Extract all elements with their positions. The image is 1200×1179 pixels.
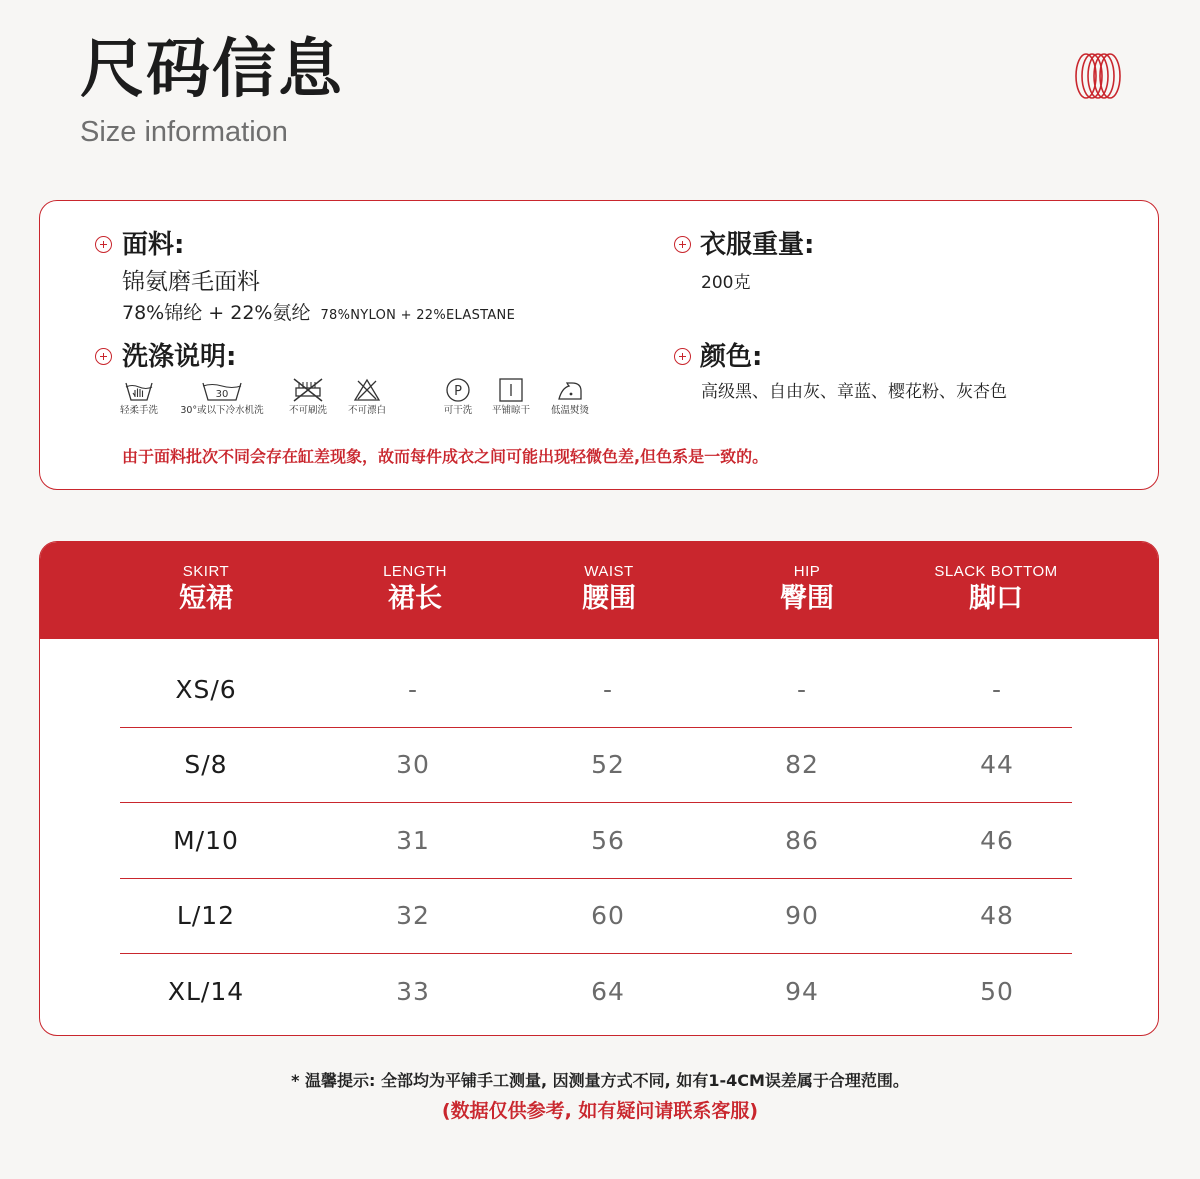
slack-bottom-cell: 48 xyxy=(980,901,1014,930)
brand-rings-icon xyxy=(1072,50,1124,102)
care-item-hand-wash xyxy=(112,377,166,416)
column-header-waist xyxy=(509,542,709,612)
size-cell: XL/14 xyxy=(167,977,245,1006)
column-header-en: HIP xyxy=(793,563,821,580)
machine-wash-30-icon xyxy=(201,377,243,403)
column-header-skirt xyxy=(106,542,306,612)
length-cell: 32 xyxy=(396,901,430,930)
hip-cell: 82 xyxy=(785,750,819,779)
hip-cell: 90 xyxy=(785,901,819,930)
low-iron-icon xyxy=(555,377,585,403)
product-info-card xyxy=(39,200,1159,490)
length-cell: 33 xyxy=(396,977,430,1006)
color-heading: 颜色: xyxy=(700,342,763,372)
table-header xyxy=(40,542,1158,639)
care-item-no-bleach xyxy=(340,377,394,416)
measurement-tip: * 温馨提示: 全部均为平铺手工测量, 因测量方式不同, 如有1-4CM误差属于合理范围。 xyxy=(291,1071,909,1090)
waist-cell: 52 xyxy=(591,750,625,779)
waist-cell: 56 xyxy=(591,826,625,855)
column-header-en: SKIRT xyxy=(182,563,230,580)
hip-cell: - xyxy=(796,675,808,704)
care-label: 轻柔手洗 xyxy=(119,405,158,416)
care-label: 不可漂白 xyxy=(347,405,386,416)
dry-clean-letter: P xyxy=(454,384,462,399)
column-header-cn: 裙长 xyxy=(388,583,442,614)
table-row xyxy=(120,652,1072,728)
table-row xyxy=(120,878,1072,954)
no-bleach-icon xyxy=(352,377,382,403)
plus-circle-icon xyxy=(95,348,112,365)
size-cell: M/10 xyxy=(173,826,239,855)
waist-cell: 60 xyxy=(591,901,625,930)
table-row xyxy=(120,727,1072,803)
column-header-en: WAIST xyxy=(584,563,634,580)
slack-bottom-cell: 46 xyxy=(980,826,1014,855)
column-header-hip xyxy=(707,542,907,612)
care-item-machine-wash xyxy=(172,377,272,416)
dry-clean-p-icon xyxy=(443,377,473,403)
plus-circle-icon xyxy=(674,236,691,253)
fabric-composition-en: 78%NYLON + 22%ELASTANE xyxy=(320,308,516,323)
care-heading: 洗涤说明: xyxy=(122,342,237,372)
slack-bottom-cell: - xyxy=(991,675,1003,704)
length-cell: 31 xyxy=(396,826,430,855)
column-header-en: SLACK BOTTOM xyxy=(934,563,1058,580)
reference-note: (数据仅供参考, 如有疑问请联系客服) xyxy=(441,1100,759,1122)
column-header-cn: 腰围 xyxy=(582,583,636,614)
care-item-flat-dry xyxy=(484,377,538,416)
size-cell: L/12 xyxy=(176,901,236,930)
page-title: 尺码信息 xyxy=(80,33,344,107)
table-row xyxy=(120,803,1072,879)
size-cell: S/8 xyxy=(184,750,228,779)
flat-dry-icon xyxy=(496,377,526,403)
color-difference-warning: 由于面料批次不同会存在缸差现象，故而每件成衣之间可能出现轻微色差,但色系是一致的。 xyxy=(122,447,769,466)
plus-circle-icon xyxy=(95,236,112,253)
fabric-composition-cn: 78%锦纶 + 22%氨纶 xyxy=(122,302,311,324)
hip-cell: 86 xyxy=(785,826,819,855)
fabric-composition xyxy=(122,304,515,323)
weight-value: 200克 xyxy=(701,273,751,293)
page-subtitle: Size information xyxy=(80,116,288,148)
care-item-low-iron xyxy=(543,377,597,416)
waist-cell: 64 xyxy=(591,977,625,1006)
slack-bottom-cell: 44 xyxy=(980,750,1014,779)
color-value: 高级黑、自由灰、章蓝、樱花粉、灰杏色 xyxy=(701,382,1007,402)
plus-circle-icon xyxy=(674,348,691,365)
table-row xyxy=(120,954,1072,1029)
care-label: 平铺晾干 xyxy=(491,405,530,416)
care-label: 可干洗 xyxy=(443,405,473,416)
hip-cell: 94 xyxy=(785,977,819,1006)
wash-temp-text: 30 xyxy=(215,389,229,400)
care-label: 低温熨烫 xyxy=(550,405,589,416)
column-header-length xyxy=(315,542,515,612)
size-cell: XS/6 xyxy=(175,675,237,704)
column-header-cn: 臀围 xyxy=(780,583,834,614)
weight-heading: 衣服重量: xyxy=(700,230,815,260)
slack-bottom-cell: 50 xyxy=(980,977,1014,1006)
care-item-no-brush xyxy=(281,377,335,416)
length-cell: 30 xyxy=(396,750,430,779)
column-header-cn: 脚口 xyxy=(969,583,1023,614)
care-label: 30°或以下冷水机洗 xyxy=(180,405,264,416)
waist-cell: - xyxy=(602,675,614,704)
fabric-heading: 面料: xyxy=(122,230,185,260)
size-table xyxy=(39,541,1159,1036)
column-header-en: LENGTH xyxy=(383,563,447,580)
hand-wash-icon xyxy=(124,377,154,403)
column-header-slack-bottom xyxy=(896,542,1096,612)
care-label: 不可刷洗 xyxy=(288,405,327,416)
no-brush-icon xyxy=(291,377,325,403)
column-header-cn: 短裙 xyxy=(179,583,233,614)
care-item-dry-clean xyxy=(434,377,482,416)
fabric-name: 锦氨磨毛面料 xyxy=(122,269,260,295)
length-cell: - xyxy=(407,675,419,704)
